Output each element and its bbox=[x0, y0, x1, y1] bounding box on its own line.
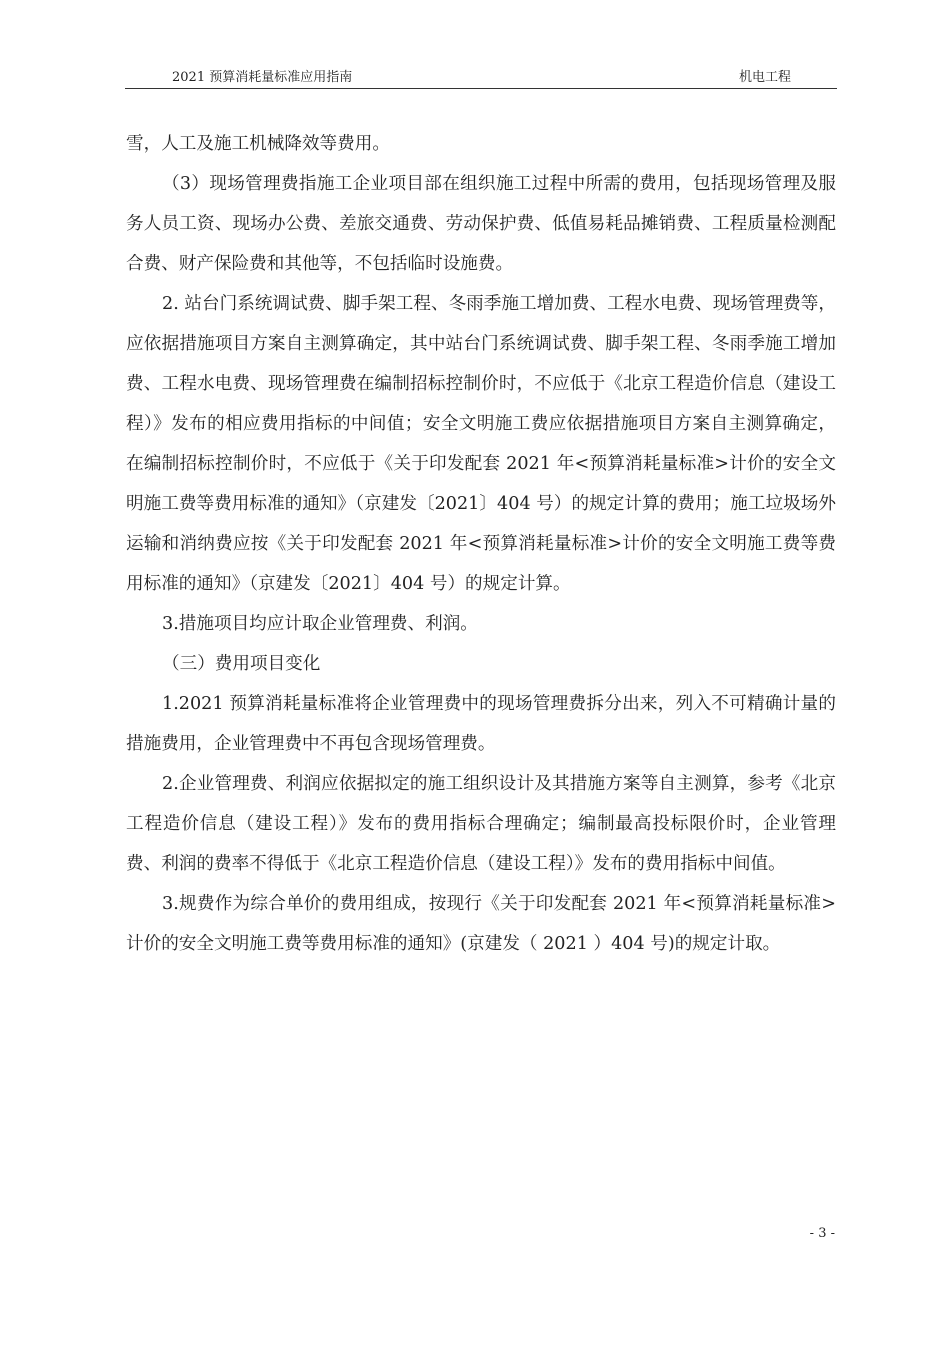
paragraph-measure-items-estimation: 2. 站台门系统调试费、脚手架工程、冬雨季施工增加费、工程水电费、现场管理费等，应依据措施项目方案自主测算确定，其中站台门系统调试费、脚手架工程、冬雨季施工增加费、工程水电费、现场管理费在编制招标控制价时，不应低于《北京工程造价信息（建设工程）》发布的相应费用指标的中间值；安全文明施工费应依据措施项目方案自主测算确定，在编制招标控制价时，不应低于《关于印发配套 2021 年<预算消耗量标准>计价的安全文明施工费等费用标准的通知》（京建发〔2021〕404 号）的规定计算的费用；施工垃圾场外运输和消纳费应按《关于印发配套 2021 年<预算消耗量标准>计价的安全文明施工费等费用标准的通知》（京建发〔2021〕404 号）的规定计算。 bbox=[126, 294, 836, 594]
section-heading-fee-changes: （三）费用项目变化 bbox=[162, 654, 321, 674]
paragraph-continuation: 雪，人工及施工机械降效等费用。 bbox=[126, 134, 390, 154]
header-document-title: 2021 预算消耗量标准应用指南 bbox=[172, 70, 353, 85]
paragraph-site-management-fee: （3）现场管理费指施工企业项目部在组织施工过程中所需的费用，包括现场管理及服务人员工资、现场办公费、差旅交通费、劳动保护费、低值易耗品摊销费、工程质量检测配合费、财产保险费和其他等，不包括临时设施费。 bbox=[126, 174, 836, 274]
page-number: - 3 - bbox=[809, 1226, 835, 1241]
paragraph-change-2: 2.企业管理费、利润应依据拟定的施工组织设计及其措施方案等自主测算，参考《北京工程造价信息（建设工程）》发布的费用指标合理确定；编制最高投标限价时，企业管理费、利润的费率不得低于《北京工程造价信息（建设工程）》发布的费用指标中间值。 bbox=[126, 774, 836, 874]
paragraph-change-1: 1.2021 预算消耗量标准将企业管理费中的现场管理费拆分出来，列入不可精确计量的措施费用，企业管理费中不再包含现场管理费。 bbox=[126, 694, 836, 754]
page-body bbox=[126, 124, 836, 964]
page-header bbox=[125, 66, 837, 89]
paragraph-management-fee-profit: 3.措施项目均应计取企业管理费、利润。 bbox=[162, 614, 478, 634]
paragraph-change-3: 3.规费作为综合单价的费用组成，按现行《关于印发配套 2021 年<预算消耗量标准>计价的安全文明施工费等费用标准的通知》(京建发（ 2021 ）404 号)的规定计取。 bbox=[126, 894, 836, 954]
header-section-title: 机电工程 bbox=[738, 70, 791, 85]
